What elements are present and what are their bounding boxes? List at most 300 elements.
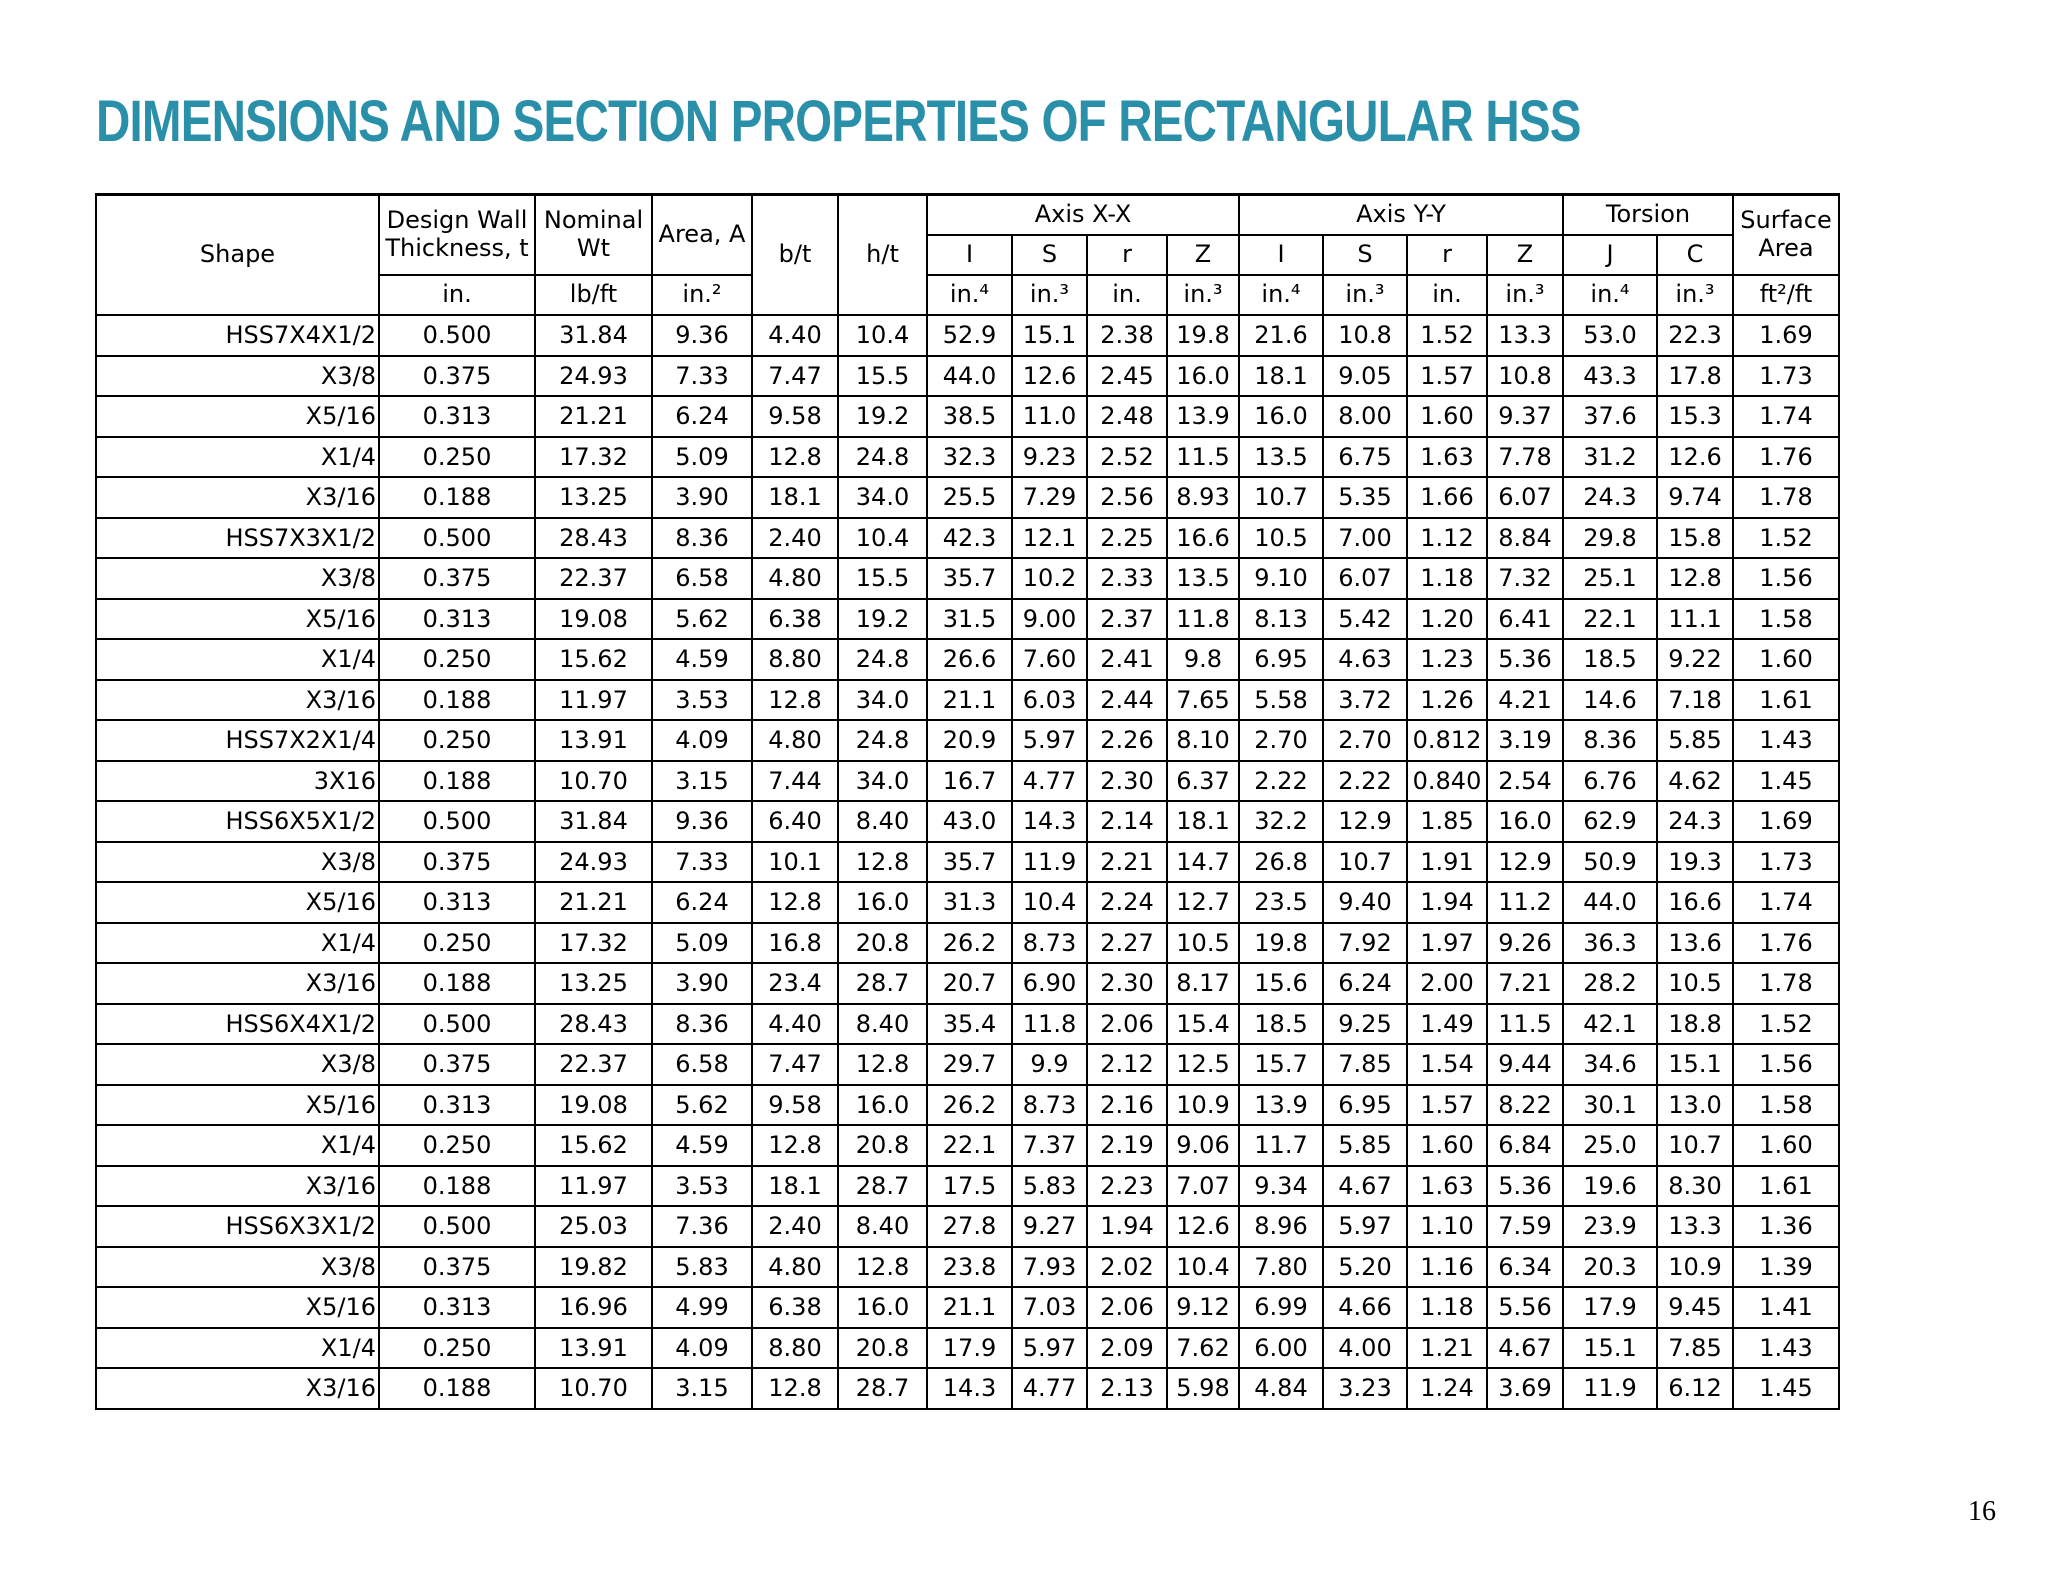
header-wall-line2: Thickness, t <box>385 234 529 262</box>
cell-bt: 4.80 <box>752 720 838 761</box>
table-row <box>96 923 1839 964</box>
table-row <box>96 437 1839 478</box>
cell-xx-s: 6.03 <box>1012 680 1087 721</box>
cell-shape: HSS6X5X1/2 <box>96 801 379 842</box>
cell-xx-r: 2.06 <box>1087 1004 1167 1045</box>
table-row <box>96 1368 1839 1409</box>
cell-torsion-c: 5.85 <box>1657 720 1733 761</box>
table-row <box>96 1247 1839 1288</box>
cell-xx-s: 4.77 <box>1012 1368 1087 1409</box>
cell-shape: X3/8 <box>96 356 379 397</box>
cell-surface-area: 1.73 <box>1733 356 1839 397</box>
unit-xx-s: in.³ <box>1012 275 1087 315</box>
cell-torsion-c: 4.62 <box>1657 761 1733 802</box>
cell-torsion-c: 7.18 <box>1657 680 1733 721</box>
cell-xx-i: 35.4 <box>927 1004 1012 1045</box>
cell-yy-s: 9.05 <box>1323 356 1407 397</box>
cell-xx-r: 2.21 <box>1087 842 1167 883</box>
cell-xx-i: 21.1 <box>927 680 1012 721</box>
cell-torsion-j: 37.6 <box>1563 396 1657 437</box>
unit-torsion-j: in.⁴ <box>1563 275 1657 315</box>
cell-surface-area: 1.76 <box>1733 923 1839 964</box>
cell-yy-s: 5.97 <box>1323 1206 1407 1247</box>
cell-torsion-c: 16.6 <box>1657 882 1733 923</box>
unit-area: in.² <box>652 275 752 315</box>
cell-yy-i: 8.96 <box>1239 1206 1323 1247</box>
table-row <box>96 720 1839 761</box>
cell-yy-s: 3.72 <box>1323 680 1407 721</box>
cell-yy-r: 1.20 <box>1407 599 1487 640</box>
header-torsion: Torsion <box>1563 195 1733 236</box>
cell-xx-z: 6.37 <box>1167 761 1239 802</box>
cell-bt: 4.80 <box>752 558 838 599</box>
cell-xx-i: 29.7 <box>927 1044 1012 1085</box>
header-yy-z: Z <box>1487 235 1563 275</box>
cell-nominal-wt: 24.93 <box>535 356 652 397</box>
cell-shape: X3/16 <box>96 1166 379 1207</box>
header-nominal-wt <box>535 195 652 276</box>
cell-wall-thickness: 0.375 <box>379 1044 535 1085</box>
page-title: DIMENSIONS AND SECTION PROPERTIES OF RECTANGULAR HSS <box>96 89 1581 154</box>
cell-area: 5.09 <box>652 923 752 964</box>
cell-wall-thickness: 0.375 <box>379 558 535 599</box>
cell-ht: 19.2 <box>838 599 927 640</box>
cell-wall-thickness: 0.188 <box>379 680 535 721</box>
cell-bt: 2.40 <box>752 1206 838 1247</box>
cell-yy-i: 7.80 <box>1239 1247 1323 1288</box>
table-row <box>96 761 1839 802</box>
header-surface-line2: Area <box>1758 234 1814 262</box>
cell-yy-r: 2.00 <box>1407 963 1487 1004</box>
cell-bt: 7.47 <box>752 1044 838 1085</box>
cell-torsion-c: 24.3 <box>1657 801 1733 842</box>
cell-torsion-j: 19.6 <box>1563 1166 1657 1207</box>
cell-nominal-wt: 13.25 <box>535 963 652 1004</box>
header-area: Area, A <box>652 195 752 276</box>
cell-surface-area: 1.78 <box>1733 963 1839 1004</box>
cell-ht: 16.0 <box>838 1085 927 1126</box>
cell-wall-thickness: 0.188 <box>379 477 535 518</box>
cell-surface-area: 1.56 <box>1733 558 1839 599</box>
cell-wall-thickness: 0.313 <box>379 1085 535 1126</box>
header-yy-i: I <box>1239 235 1323 275</box>
cell-nominal-wt: 15.62 <box>535 639 652 680</box>
cell-yy-i: 21.6 <box>1239 315 1323 356</box>
cell-area: 7.33 <box>652 356 752 397</box>
cell-xx-s: 7.93 <box>1012 1247 1087 1288</box>
cell-yy-r: 0.812 <box>1407 720 1487 761</box>
cell-wall-thickness: 0.250 <box>379 1125 535 1166</box>
cell-xx-i: 52.9 <box>927 315 1012 356</box>
cell-nominal-wt: 11.97 <box>535 680 652 721</box>
cell-xx-i: 25.5 <box>927 477 1012 518</box>
cell-xx-z: 9.8 <box>1167 639 1239 680</box>
cell-area: 8.36 <box>652 1004 752 1045</box>
table-row <box>96 882 1839 923</box>
cell-yy-r: 1.23 <box>1407 639 1487 680</box>
cell-xx-s: 9.27 <box>1012 1206 1087 1247</box>
unit-xx-r: in. <box>1087 275 1167 315</box>
cell-yy-r: 1.18 <box>1407 558 1487 599</box>
cell-yy-i: 23.5 <box>1239 882 1323 923</box>
cell-torsion-j: 20.3 <box>1563 1247 1657 1288</box>
cell-torsion-j: 42.1 <box>1563 1004 1657 1045</box>
cell-ht: 20.8 <box>838 1125 927 1166</box>
cell-wall-thickness: 0.500 <box>379 801 535 842</box>
unit-yy-z: in.³ <box>1487 275 1563 315</box>
cell-ht: 28.7 <box>838 1368 927 1409</box>
cell-bt: 8.80 <box>752 639 838 680</box>
cell-xx-s: 7.03 <box>1012 1287 1087 1328</box>
cell-area: 5.62 <box>652 599 752 640</box>
cell-nominal-wt: 19.82 <box>535 1247 652 1288</box>
cell-torsion-j: 24.3 <box>1563 477 1657 518</box>
cell-nominal-wt: 13.91 <box>535 720 652 761</box>
cell-ht: 15.5 <box>838 356 927 397</box>
cell-yy-s: 12.9 <box>1323 801 1407 842</box>
cell-yy-i: 2.70 <box>1239 720 1323 761</box>
cell-torsion-c: 17.8 <box>1657 356 1733 397</box>
cell-yy-z: 9.26 <box>1487 923 1563 964</box>
cell-torsion-j: 62.9 <box>1563 801 1657 842</box>
table-header <box>96 195 1839 316</box>
table-row <box>96 680 1839 721</box>
cell-bt: 6.40 <box>752 801 838 842</box>
cell-yy-i: 6.00 <box>1239 1328 1323 1369</box>
unit-xx-i: in.⁴ <box>927 275 1012 315</box>
cell-xx-i: 21.1 <box>927 1287 1012 1328</box>
cell-shape: X5/16 <box>96 1287 379 1328</box>
cell-xx-r: 2.30 <box>1087 963 1167 1004</box>
cell-ht: 8.40 <box>838 1004 927 1045</box>
cell-torsion-j: 43.3 <box>1563 356 1657 397</box>
cell-xx-r: 2.56 <box>1087 477 1167 518</box>
cell-xx-i: 17.9 <box>927 1328 1012 1369</box>
cell-yy-s: 4.66 <box>1323 1287 1407 1328</box>
table-row <box>96 518 1839 559</box>
cell-area: 3.90 <box>652 963 752 1004</box>
cell-wall-thickness: 0.500 <box>379 315 535 356</box>
cell-yy-z: 8.84 <box>1487 518 1563 559</box>
cell-shape: X5/16 <box>96 599 379 640</box>
cell-xx-z: 12.7 <box>1167 882 1239 923</box>
cell-shape: X3/8 <box>96 1247 379 1288</box>
cell-xx-z: 14.7 <box>1167 842 1239 883</box>
cell-surface-area: 1.52 <box>1733 518 1839 559</box>
cell-shape: X1/4 <box>96 923 379 964</box>
table-row <box>96 1004 1839 1045</box>
cell-ht: 28.7 <box>838 1166 927 1207</box>
cell-torsion-j: 18.5 <box>1563 639 1657 680</box>
cell-yy-s: 8.00 <box>1323 396 1407 437</box>
cell-bt: 23.4 <box>752 963 838 1004</box>
cell-shape: X1/4 <box>96 1125 379 1166</box>
cell-xx-z: 8.93 <box>1167 477 1239 518</box>
cell-wall-thickness: 0.188 <box>379 761 535 802</box>
cell-bt: 12.8 <box>752 882 838 923</box>
cell-yy-i: 26.8 <box>1239 842 1323 883</box>
cell-xx-s: 9.00 <box>1012 599 1087 640</box>
cell-yy-r: 1.91 <box>1407 842 1487 883</box>
table-row <box>96 1328 1839 1369</box>
unit-torsion-c: in.³ <box>1657 275 1733 315</box>
cell-torsion-j: 6.76 <box>1563 761 1657 802</box>
cell-yy-z: 13.3 <box>1487 315 1563 356</box>
cell-area: 5.62 <box>652 1085 752 1126</box>
cell-yy-i: 18.5 <box>1239 1004 1323 1045</box>
cell-wall-thickness: 0.188 <box>379 1368 535 1409</box>
cell-xx-r: 2.37 <box>1087 599 1167 640</box>
cell-ht: 28.7 <box>838 963 927 1004</box>
cell-bt: 16.8 <box>752 923 838 964</box>
cell-yy-z: 9.37 <box>1487 396 1563 437</box>
cell-xx-s: 5.97 <box>1012 720 1087 761</box>
cell-area: 3.53 <box>652 680 752 721</box>
cell-xx-s: 9.23 <box>1012 437 1087 478</box>
header-torsion-j: J <box>1563 235 1657 275</box>
cell-yy-z: 11.5 <box>1487 1004 1563 1045</box>
cell-xx-r: 2.30 <box>1087 761 1167 802</box>
cell-yy-r: 1.60 <box>1407 1125 1487 1166</box>
cell-yy-z: 7.32 <box>1487 558 1563 599</box>
cell-area: 4.09 <box>652 1328 752 1369</box>
cell-surface-area: 1.58 <box>1733 599 1839 640</box>
cell-wall-thickness: 0.375 <box>379 842 535 883</box>
cell-shape: X3/16 <box>96 963 379 1004</box>
cell-yy-r: 1.26 <box>1407 680 1487 721</box>
cell-yy-s: 4.67 <box>1323 1166 1407 1207</box>
table-row <box>96 1125 1839 1166</box>
cell-surface-area: 1.60 <box>1733 639 1839 680</box>
cell-bt: 4.80 <box>752 1247 838 1288</box>
cell-xx-z: 7.07 <box>1167 1166 1239 1207</box>
cell-xx-r: 2.45 <box>1087 356 1167 397</box>
cell-surface-area: 1.45 <box>1733 1368 1839 1409</box>
cell-surface-area: 1.56 <box>1733 1044 1839 1085</box>
cell-yy-i: 13.5 <box>1239 437 1323 478</box>
cell-torsion-c: 10.9 <box>1657 1247 1733 1288</box>
cell-xx-z: 11.8 <box>1167 599 1239 640</box>
cell-shape: X3/8 <box>96 1044 379 1085</box>
cell-torsion-j: 14.6 <box>1563 680 1657 721</box>
table-row <box>96 477 1839 518</box>
cell-yy-i: 16.0 <box>1239 396 1323 437</box>
cell-yy-z: 6.41 <box>1487 599 1563 640</box>
cell-xx-i: 35.7 <box>927 842 1012 883</box>
cell-wall-thickness: 0.188 <box>379 963 535 1004</box>
cell-torsion-j: 34.6 <box>1563 1044 1657 1085</box>
header-xx-z: Z <box>1167 235 1239 275</box>
cell-shape: X5/16 <box>96 396 379 437</box>
cell-shape: X5/16 <box>96 1085 379 1126</box>
cell-torsion-c: 8.30 <box>1657 1166 1733 1207</box>
cell-area: 9.36 <box>652 801 752 842</box>
unit-yy-r: in. <box>1407 275 1487 315</box>
cell-bt: 10.1 <box>752 842 838 883</box>
cell-wall-thickness: 0.375 <box>379 1247 535 1288</box>
cell-wall-thickness: 0.375 <box>379 356 535 397</box>
cell-yy-i: 8.13 <box>1239 599 1323 640</box>
header-ht: h/t <box>838 195 927 316</box>
cell-ht: 24.8 <box>838 437 927 478</box>
cell-nominal-wt: 31.84 <box>535 315 652 356</box>
unit-xx-z: in.³ <box>1167 275 1239 315</box>
cell-nominal-wt: 22.37 <box>535 558 652 599</box>
cell-ht: 10.4 <box>838 518 927 559</box>
table-row <box>96 558 1839 599</box>
cell-yy-i: 9.10 <box>1239 558 1323 599</box>
cell-xx-s: 6.90 <box>1012 963 1087 1004</box>
cell-yy-z: 11.2 <box>1487 882 1563 923</box>
cell-yy-s: 3.23 <box>1323 1368 1407 1409</box>
cell-torsion-j: 11.9 <box>1563 1368 1657 1409</box>
cell-yy-s: 4.63 <box>1323 639 1407 680</box>
cell-nominal-wt: 19.08 <box>535 599 652 640</box>
cell-yy-s: 7.92 <box>1323 923 1407 964</box>
cell-shape: X3/16 <box>96 477 379 518</box>
cell-xx-r: 2.13 <box>1087 1368 1167 1409</box>
table-row <box>96 963 1839 1004</box>
cell-xx-r: 2.44 <box>1087 680 1167 721</box>
cell-xx-z: 8.17 <box>1167 963 1239 1004</box>
cell-bt: 12.8 <box>752 1368 838 1409</box>
cell-area: 7.33 <box>652 842 752 883</box>
cell-shape: HSS7X4X1/2 <box>96 315 379 356</box>
cell-ht: 19.2 <box>838 396 927 437</box>
cell-wall-thickness: 0.250 <box>379 923 535 964</box>
cell-nominal-wt: 28.43 <box>535 518 652 559</box>
cell-yy-s: 5.42 <box>1323 599 1407 640</box>
cell-nominal-wt: 10.70 <box>535 761 652 802</box>
cell-xx-s: 5.97 <box>1012 1328 1087 1369</box>
cell-shape: HSS6X4X1/2 <box>96 1004 379 1045</box>
header-axis-yy: Axis Y-Y <box>1239 195 1563 236</box>
cell-area: 5.83 <box>652 1247 752 1288</box>
cell-ht: 16.0 <box>838 882 927 923</box>
cell-xx-i: 32.3 <box>927 437 1012 478</box>
unit-yy-i: in.⁴ <box>1239 275 1323 315</box>
cell-bt: 6.38 <box>752 1287 838 1328</box>
cell-yy-s: 4.00 <box>1323 1328 1407 1369</box>
cell-yy-z: 5.36 <box>1487 1166 1563 1207</box>
cell-yy-z: 7.21 <box>1487 963 1563 1004</box>
cell-nominal-wt: 28.43 <box>535 1004 652 1045</box>
cell-torsion-c: 7.85 <box>1657 1328 1733 1369</box>
cell-yy-i: 6.99 <box>1239 1287 1323 1328</box>
cell-xx-i: 22.1 <box>927 1125 1012 1166</box>
cell-torsion-j: 28.2 <box>1563 963 1657 1004</box>
cell-yy-s: 10.7 <box>1323 842 1407 883</box>
cell-surface-area: 1.41 <box>1733 1287 1839 1328</box>
cell-shape: HSS6X3X1/2 <box>96 1206 379 1247</box>
cell-torsion-j: 50.9 <box>1563 842 1657 883</box>
cell-xx-s: 8.73 <box>1012 1085 1087 1126</box>
cell-xx-i: 31.3 <box>927 882 1012 923</box>
cell-nominal-wt: 25.03 <box>535 1206 652 1247</box>
cell-bt: 4.40 <box>752 1004 838 1045</box>
cell-xx-s: 11.8 <box>1012 1004 1087 1045</box>
cell-yy-r: 1.57 <box>1407 1085 1487 1126</box>
cell-yy-i: 18.1 <box>1239 356 1323 397</box>
cell-wall-thickness: 0.250 <box>379 639 535 680</box>
cell-xx-r: 2.52 <box>1087 437 1167 478</box>
cell-nominal-wt: 13.91 <box>535 1328 652 1369</box>
cell-yy-i: 10.7 <box>1239 477 1323 518</box>
cell-xx-i: 38.5 <box>927 396 1012 437</box>
cell-xx-r: 1.94 <box>1087 1206 1167 1247</box>
cell-bt: 12.8 <box>752 437 838 478</box>
cell-torsion-j: 25.0 <box>1563 1125 1657 1166</box>
cell-yy-r: 1.66 <box>1407 477 1487 518</box>
cell-xx-i: 26.2 <box>927 1085 1012 1126</box>
cell-surface-area: 1.73 <box>1733 842 1839 883</box>
cell-xx-z: 9.06 <box>1167 1125 1239 1166</box>
cell-yy-s: 5.85 <box>1323 1125 1407 1166</box>
cell-xx-s: 11.0 <box>1012 396 1087 437</box>
page-number: 16 <box>1968 1496 1996 1527</box>
cell-xx-s: 11.9 <box>1012 842 1087 883</box>
cell-bt: 7.44 <box>752 761 838 802</box>
cell-ht: 20.8 <box>838 923 927 964</box>
cell-nominal-wt: 24.93 <box>535 842 652 883</box>
cell-bt: 8.80 <box>752 1328 838 1369</box>
cell-nominal-wt: 19.08 <box>535 1085 652 1126</box>
cell-xx-i: 27.8 <box>927 1206 1012 1247</box>
cell-surface-area: 1.61 <box>1733 1166 1839 1207</box>
cell-area: 6.58 <box>652 1044 752 1085</box>
cell-shape: HSS7X3X1/2 <box>96 518 379 559</box>
cell-yy-s: 6.07 <box>1323 558 1407 599</box>
cell-yy-r: 1.52 <box>1407 315 1487 356</box>
header-xx-s: S <box>1012 235 1087 275</box>
cell-area: 9.36 <box>652 315 752 356</box>
cell-xx-z: 12.5 <box>1167 1044 1239 1085</box>
cell-surface-area: 1.43 <box>1733 720 1839 761</box>
cell-yy-z: 4.21 <box>1487 680 1563 721</box>
cell-bt: 2.40 <box>752 518 838 559</box>
cell-torsion-j: 8.36 <box>1563 720 1657 761</box>
cell-area: 7.36 <box>652 1206 752 1247</box>
header-xx-r: r <box>1087 235 1167 275</box>
cell-wall-thickness: 0.313 <box>379 599 535 640</box>
cell-torsion-j: 44.0 <box>1563 882 1657 923</box>
cell-yy-s: 6.75 <box>1323 437 1407 478</box>
cell-wall-thickness: 0.250 <box>379 437 535 478</box>
cell-shape: HSS7X2X1/4 <box>96 720 379 761</box>
cell-xx-z: 11.5 <box>1167 437 1239 478</box>
cell-yy-z: 4.67 <box>1487 1328 1563 1369</box>
cell-shape: X3/16 <box>96 1368 379 1409</box>
cell-xx-z: 18.1 <box>1167 801 1239 842</box>
cell-xx-i: 16.7 <box>927 761 1012 802</box>
header-surface-line1: Surface <box>1740 206 1832 235</box>
cell-torsion-c: 13.0 <box>1657 1085 1733 1126</box>
cell-xx-z: 9.12 <box>1167 1287 1239 1328</box>
cell-xx-z: 10.9 <box>1167 1085 1239 1126</box>
cell-area: 6.58 <box>652 558 752 599</box>
header-shape: Shape <box>96 195 379 316</box>
unit-nominal: lb/ft <box>535 275 652 315</box>
cell-yy-r: 1.94 <box>1407 882 1487 923</box>
cell-nominal-wt: 15.62 <box>535 1125 652 1166</box>
cell-xx-s: 10.2 <box>1012 558 1087 599</box>
cell-yy-r: 1.60 <box>1407 396 1487 437</box>
cell-ht: 20.8 <box>838 1328 927 1369</box>
cell-nominal-wt: 16.96 <box>535 1287 652 1328</box>
cell-yy-z: 16.0 <box>1487 801 1563 842</box>
cell-yy-r: 1.57 <box>1407 356 1487 397</box>
cell-yy-z: 3.69 <box>1487 1368 1563 1409</box>
